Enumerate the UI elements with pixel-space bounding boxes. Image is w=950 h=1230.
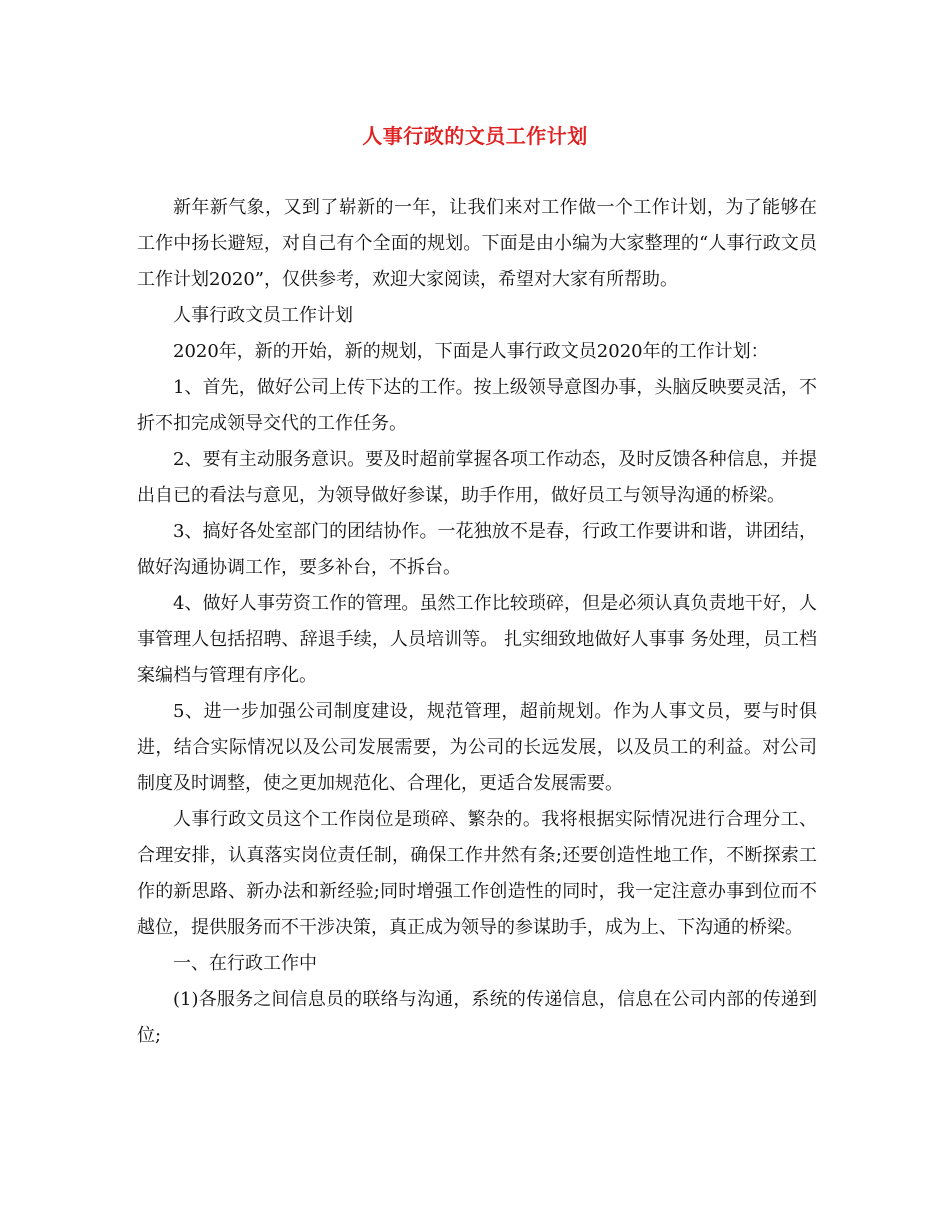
plan-item-2: 2、要有主动服务意识。要及时超前掌握各项工作动态，及时反馈各种信息，并提出自已的看法与意见，为领导做好参谋，助手作用，做好员工与领导沟通的桥梁。 <box>137 449 817 506</box>
plan-intro-paragraph: 2020年，新的开始，新的规划，下面是人事行政文员2020年的工作计划： <box>173 341 769 362</box>
document-title: 人事行政的文员工作计划 <box>362 124 588 148</box>
section-heading-plan: 人事行政文员工作计划 <box>173 305 353 326</box>
admin-item-1: (1)各服务之间信息员的联络与沟通，系统的传递信息，信息在公司内部的传递到位; <box>137 989 817 1046</box>
section-heading-admin: 一、在行政工作中 <box>173 953 317 974</box>
document-body <box>137 190 817 1054</box>
intro-paragraph: 新年新气象，又到了崭新的一年，让我们来对工作做一个工作计划，为了能够在工作中扬长避短，对自己有个全面的规划。下面是由小编为大家整理的“人事行政文员工作计划2020”，仅供参考，欢迎大家阅读，希望对大家有所帮助。 <box>137 197 817 290</box>
plan-item-3: 3、搞好各处室部门的团结协作。一花独放不是春，行政工作要讲和谐，讲团结，做好沟通协调工作，要多补台，不拆台。 <box>137 521 817 578</box>
plan-item-1: 1、首先，做好公司上传下达的工作。按上级领导意图办事，头脑反映要灵活，不折不扣完成领导交代的工作任务。 <box>137 377 817 434</box>
plan-item-4: 4、做好人事劳资工作的管理。虽然工作比较琐碎，但是必须认真负责地干好，人事管理人包括招聘、辞退手续，人员培训等。 扎实细致地做好人事事 务处理，员工档案编档与管理有序化。 <box>137 593 817 686</box>
summary-paragraph: 人事行政文员这个工作岗位是琐碎、繁杂的。我将根据实际情况进行合理分工、合理安排，认真落实岗位责任制，确保工作井然有条;还要创造性地工作，不断探索工作的新思路、新办法和新经验;同时增强工作创造性的同时，我一定注意办事到位而不越位，提供服务而不干涉决策，真正成为领导的参谋助手，成为上、下沟通的桥梁。 <box>137 809 817 938</box>
plan-item-5: 5、进一步加强公司制度建设，规范管理，超前规划。作为人事文员，要与时俱进，结合实际情况以及公司发展需要，为公司的长远发展，以及员工的利益。对公司制度及时调整，使之更加规范化、合理化，更适合发展需要。 <box>137 701 817 794</box>
